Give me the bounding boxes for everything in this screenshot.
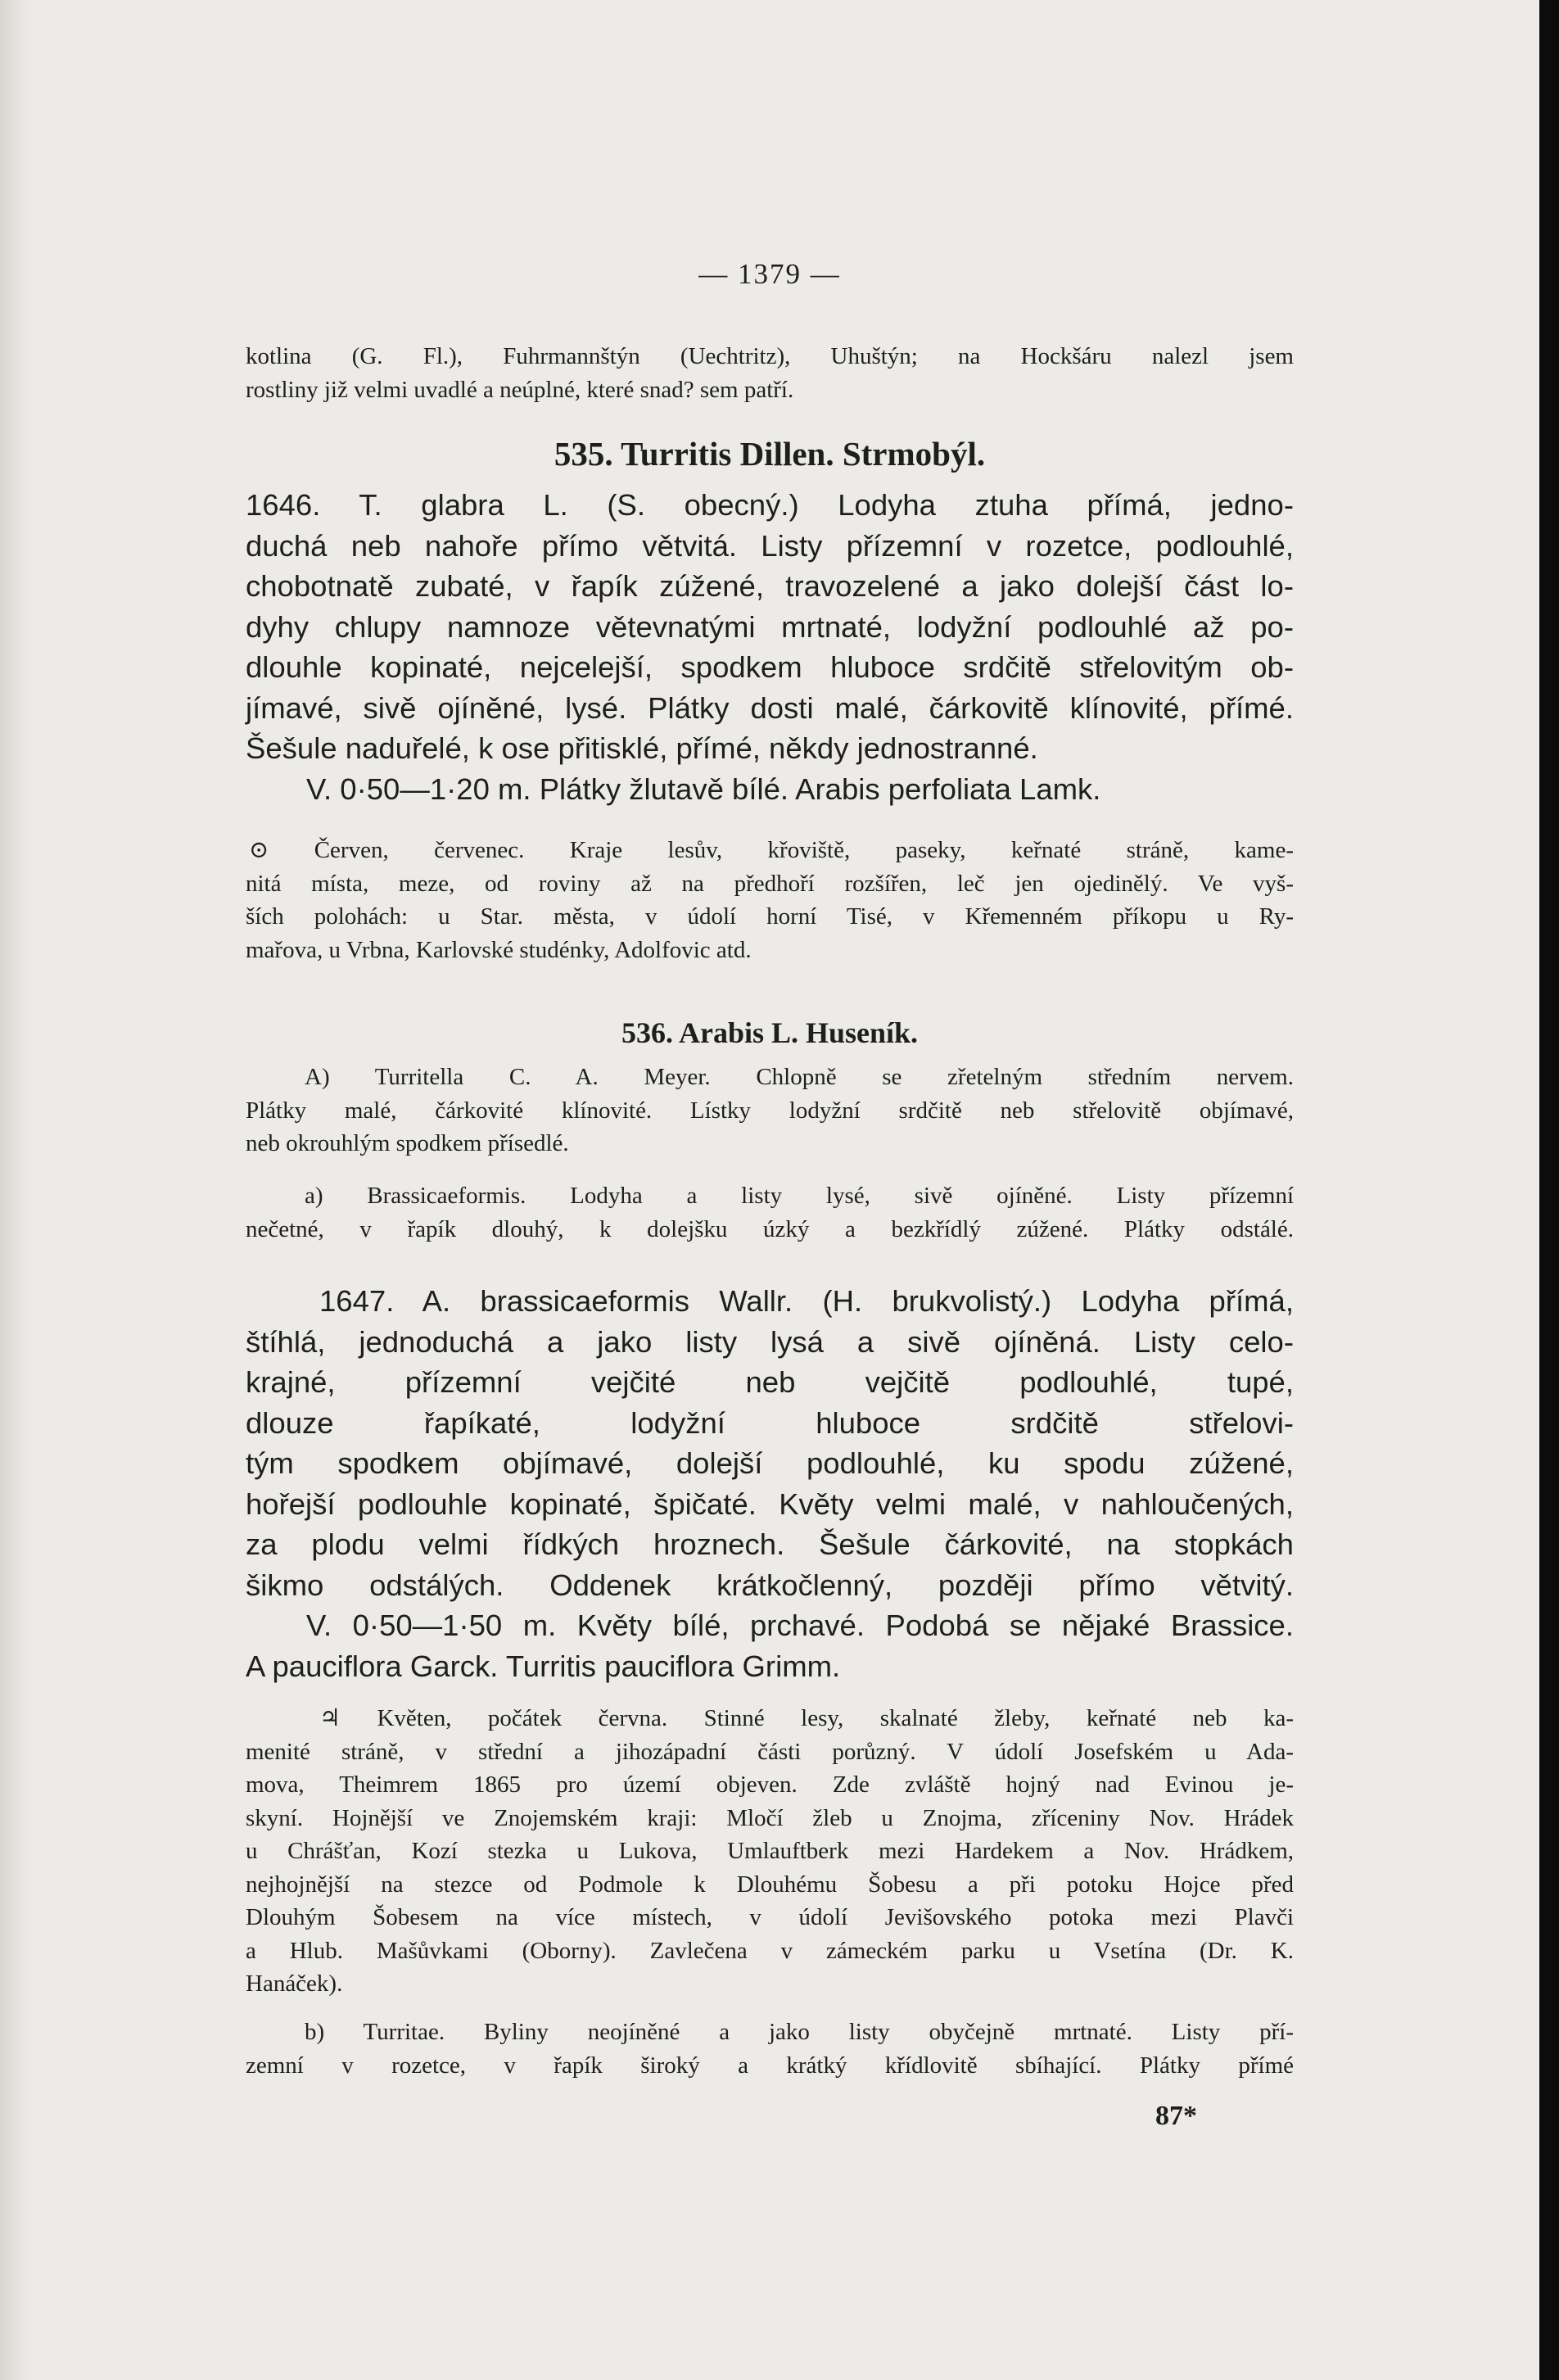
text-line: a Hlub. Mašůvkami (Oborny). Zavlečena v zámeckém parku u Vsetína (Dr. K. — [246, 1937, 1294, 1964]
text-line: hořejší podlouhle kopinaté, špičaté. Květy velmi malé, v nahloučených, — [246, 1486, 1294, 1521]
text-line: kotlina (G. Fl.), Fuhrmannštýn (Uechtritz), Uhuštýn; na Hockšáru nalezl jsem — [246, 343, 1294, 369]
species-1646-title: 1646. T. glabra L. (S. obecný.) Lodyha ztuha přímá, jedno- — [246, 488, 1294, 522]
subsection-b-description — [246, 2016, 1294, 2082]
text-line: šikmo odstálých. Oddenek krátkočlenný, později přímo větvitý. — [246, 1568, 1294, 1602]
species-1647-title: 1647. A. brassicaeformis Wallr. (H. brukvolistý.) Lodyha přímá, — [319, 1284, 1294, 1318]
text-line: ♃ Květen, počátek června. Stinné lesy, skalnaté žleby, keřnaté neb ka- — [319, 1705, 1294, 1731]
text-line: mova, Theimrem 1865 pro území objeven. Zde zvláště hojný nad Evinou je- — [246, 1771, 1294, 1798]
species-1646-habitat — [246, 834, 1294, 966]
genus-536-heading: 536. Arabis L. Huseník. — [621, 1016, 919, 1049]
species-1647-habitat — [246, 1702, 1294, 2001]
text-line: jímavé, sivě ojíněné, lysé. Plátky dosti malé, čárkovitě klínovité, přímé. — [246, 690, 1294, 725]
text-line: skyní. Hojnější ve Znojemském kraji: Mločí žleb u Znojma, zříceniny Nov. Hrádek — [246, 1804, 1294, 1831]
text-line: Hanáček). — [246, 1971, 343, 1997]
text-line: A) Turritella C. A. Meyer. Chlopně se zřetelným středním nervem. — [305, 1064, 1294, 1090]
text-line: nejhojnější na stezce od Podmole k Dlouhému Šobesu a při potoku Hojce před — [246, 1871, 1294, 1898]
intro-paragraph — [246, 340, 1294, 406]
text-line: dyhy chlupy namnoze větevnatými mrtnaté, lodyžní podlouhlé až po- — [246, 609, 1294, 644]
text-line: Šešule naduřelé, k ose přitisklé, přímé, někdy jednostranné. — [246, 731, 1038, 765]
text-line: tým spodkem objímavé, dolejší podlouhlé, ku spodu zúžené, — [246, 1446, 1294, 1480]
text-line: b) Turritae. Byliny neojíněné a jako listy obyčejně mrtnaté. Listy pří- — [305, 2019, 1294, 2045]
genus-535-heading: 535. Turritis Dillen. Strmobýl. — [554, 435, 986, 473]
text-line: V. 0·50—1·20 m. Plátky žlutavě bílé. Arabis perfoliata Lamk. — [306, 771, 1101, 806]
page-number: — 1379 — — [698, 258, 841, 290]
text-line: Dlouhým Šobesem na více místech, v údolí Jevišovského potoka mezi Plavči — [246, 1904, 1294, 1930]
text-line: dlouze řapíkaté, lodyžní hluboce srdčitě střelovi- — [246, 1405, 1294, 1440]
text-line: neb okrouhlým spodkem přísedlé. — [246, 1130, 569, 1156]
text-line: ších polohách: u Star. města, v údolí horní Tisé, v Křemenném příkopu u Ry- — [246, 903, 1294, 930]
text-line: nečetné, v řapík dlouhý, k dolejšku úzký a bezkřídlý zúžené. Plátky odstálé. — [246, 1215, 1294, 1242]
text-line: A pauciflora Garck. Turritis pauciflora Grimm. — [246, 1649, 841, 1683]
text-line: duchá neb nahoře přímo větvitá. Listy přízemní v rozetce, podlouhlé, — [246, 528, 1294, 563]
text-line: dlouhle kopinaté, nejcelejší, spodkem hluboce srdčitě střelovitým ob- — [246, 650, 1294, 684]
text-line: Plátky malé, čárkovité klínovité. Lístky lodyžní srdčitě neb střelovitě objímavé, — [246, 1097, 1294, 1124]
text-line: chobotnatě zubaté, v řapík zúžené, travozelené a jako dolejší část lo- — [246, 569, 1294, 603]
species-1647-description — [246, 1281, 1294, 1686]
text-line: nitá místa, meze, od roviny až na předhoří rozšířen, leč jen ojedinělý. Ve vyš- — [246, 870, 1294, 897]
text-line: rostliny již velmi uvadlé a neúplné, které snad? sem patří. — [246, 376, 794, 403]
species-1646-description — [246, 485, 1294, 809]
section-a-description — [246, 1061, 1294, 1161]
text-line: zemní v rozetce, v řapík široký a krátký křídlovitě sbíhající. Plátky přímé — [246, 2052, 1294, 2079]
text-line: V. 0·50—1·50 m. Květy bílé, prchavé. Podobá se nějaké Brassice. — [306, 1609, 1294, 1642]
text-line: u Chrášťan, Kozí stezka u Lukova, Umlauftberk mezi Hardekem a Nov. Hrádkem, — [246, 1838, 1294, 1864]
text-line: menité stráně, v střední a jihozápadní části porůzný. V údolí Josefském u Ada- — [246, 1738, 1294, 1765]
text-line: krajné, přízemní vejčité neb vejčitě podlouhlé, tupé, — [246, 1365, 1294, 1399]
text-line: ⊙ Červen, červenec. Kraje lesův, křoviště, paseky, keřnaté stráně, kame- — [249, 837, 1294, 863]
page-edge-shadow — [0, 0, 29, 2380]
text-line: štíhlá, jednoduchá a jako listy lysá a sivě ojíněná. Listy celo- — [246, 1324, 1294, 1359]
text-line: mařova, u Vrbna, Karlovské studénky, Adolfovic atd. — [246, 936, 752, 963]
text-line: za plodu velmi řídkých hroznech. Šešule čárkovité, na stopkách — [246, 1527, 1294, 1561]
text-line — [246, 485, 1294, 526]
signature-mark: 87* — [1155, 2101, 1197, 2131]
text-line: a) Brassicaeformis. Lodyha a listy lysé, sivě ojíněné. Listy přízemní — [305, 1183, 1294, 1209]
subsection-a-description — [246, 1179, 1294, 1246]
